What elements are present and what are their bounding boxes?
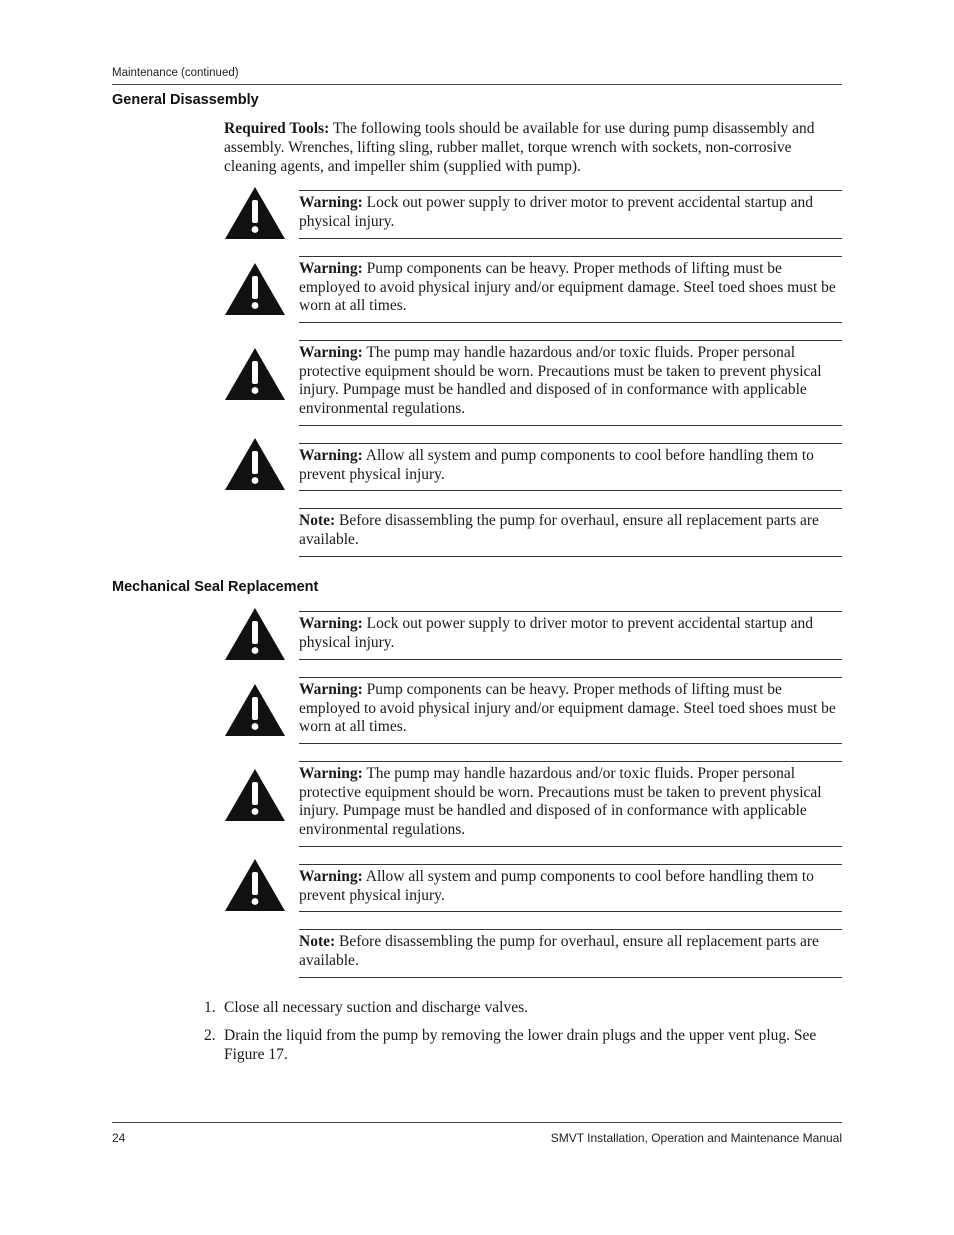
- notice-lead: Warning:: [299, 344, 363, 361]
- running-header: Maintenance (continued): [112, 67, 239, 79]
- notice-text: [299, 260, 842, 316]
- notice-body: The pump may handle hazardous and/or toxic fluids. Proper personal protective equipment should be worn. Precautions must be taken to prevent physical injury. Pumpage must be handled and disposed of in conformance with applicable environmental regulations.: [299, 765, 822, 838]
- note-rule-bottom: [299, 977, 842, 978]
- notice-text: [299, 765, 842, 839]
- notice-lead: Warning:: [299, 260, 363, 277]
- notice-rule-top: [299, 677, 842, 678]
- warning-triangle-icon: [225, 608, 285, 660]
- list-item-text: Close all necessary suction and discharge valves.: [224, 999, 529, 1016]
- note-rule-top: [299, 929, 842, 930]
- notice-rule-bottom: [299, 659, 842, 660]
- notice-lead: Warning:: [299, 447, 363, 464]
- warning-triangle-icon: [225, 684, 285, 736]
- warning-triangle-icon: [225, 769, 285, 821]
- notice-rule-top: [299, 190, 842, 191]
- notice-rule-bottom: [299, 490, 842, 491]
- warning-triangle-icon: [225, 859, 285, 911]
- notice-rule-top: [299, 761, 842, 762]
- notice-lead: Warning:: [299, 615, 363, 632]
- warning-triangle-icon: [225, 438, 285, 490]
- notice-body: Pump components can be heavy. Proper methods of lifting must be employed to avoid physical injury and/or equipment damage. Steel toed shoes must be worn at all times.: [299, 681, 836, 736]
- notice-body: Allow all system and pump components to cool before handling them to prevent physical injury.: [299, 447, 814, 483]
- notice-lead: Warning:: [299, 194, 363, 211]
- list-item-number: 1.: [204, 999, 216, 1016]
- notice-rule-top: [299, 340, 842, 341]
- notice-body: Allow all system and pump components to cool before handling them to prevent physical injury.: [299, 868, 814, 904]
- notice-rule-bottom: [299, 425, 842, 426]
- notice-rule-top: [299, 443, 842, 444]
- note-rule-top: [299, 508, 842, 509]
- notice-body: Lock out power supply to driver motor to prevent accidental startup and physical injury.: [299, 194, 813, 230]
- notice-rule-bottom: [299, 743, 842, 744]
- header-divider: [112, 84, 842, 85]
- footer-divider: [112, 1122, 842, 1123]
- notice-text: [299, 615, 842, 652]
- notice-lead: Warning:: [299, 868, 363, 885]
- notice-lead: Warning:: [299, 681, 363, 698]
- section-title-mechanical-seal: Mechanical Seal Replacement: [112, 579, 319, 595]
- notice-rule-top: [299, 256, 842, 257]
- required-tools-lead: Required Tools:: [224, 120, 330, 137]
- notice-rule-top: [299, 611, 842, 612]
- required-tools-paragraph: [224, 119, 844, 176]
- notice-lead: Warning:: [299, 765, 363, 782]
- manual-title: SMVT Installation, Operation and Maintenance Manual: [550, 1131, 842, 1145]
- notice-body: Pump components can be heavy. Proper methods of lifting must be employed to avoid physical injury and/or equipment damage. Steel toed shoes must be worn at all times.: [299, 260, 836, 315]
- note-rule-bottom: [299, 556, 842, 557]
- list-item-text: Drain the liquid from the pump by removing the lower drain plugs and the upper vent plug. See Figure 17.: [224, 1027, 817, 1063]
- notice-text: [299, 344, 842, 418]
- notice-text: [299, 194, 842, 231]
- page-number: 24: [112, 1131, 126, 1145]
- notice-text: [299, 447, 842, 484]
- note-body: Before disassembling the pump for overhaul, ensure all replacement parts are available.: [299, 512, 819, 548]
- warning-triangle-icon: [225, 187, 285, 239]
- notice-rule-bottom: [299, 911, 842, 912]
- notice-text: [299, 681, 842, 737]
- notice-body: The pump may handle hazardous and/or toxic fluids. Proper personal protective equipment should be worn. Precautions must be taken to prevent physical injury. Pumpage must be handled and disposed of in conformance with applicable environmental regulations.: [299, 344, 822, 417]
- required-tools-text: The following tools should be available for use during pump disassembly and assembly. Wrenches, lifting sling, rubber mallet, torque wrench with sockets, non-corrosive cleaning agents, and impeller shim (supplied with pump).: [224, 120, 815, 175]
- note-lead: Note:: [299, 933, 336, 950]
- notice-rule-top: [299, 864, 842, 865]
- note-text: [299, 933, 842, 970]
- notice-rule-bottom: [299, 322, 842, 323]
- notice-rule-bottom: [299, 846, 842, 847]
- warning-triangle-icon: [225, 263, 285, 315]
- note-lead: Note:: [299, 512, 336, 529]
- notice-rule-bottom: [299, 238, 842, 239]
- note-body: Before disassembling the pump for overhaul, ensure all replacement parts are available.: [299, 933, 819, 969]
- notice-text: [299, 868, 842, 905]
- list-item-number: 2.: [204, 1027, 216, 1044]
- notice-body: Lock out power supply to driver motor to prevent accidental startup and physical injury.: [299, 615, 813, 651]
- note-text: [299, 512, 842, 549]
- section-title-general-disassembly: General Disassembly: [112, 92, 259, 108]
- warning-triangle-icon: [225, 348, 285, 400]
